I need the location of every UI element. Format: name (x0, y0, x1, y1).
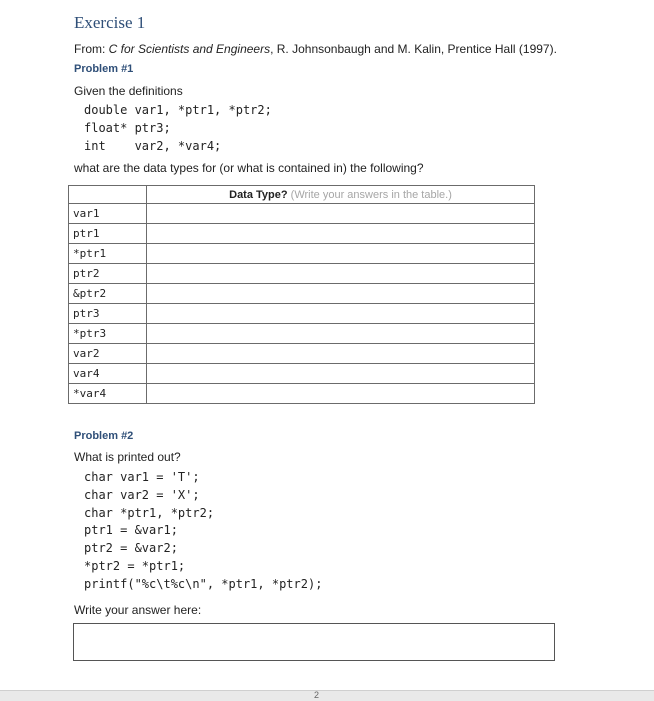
answer-cell[interactable] (147, 304, 535, 324)
problem-1-question: what are the data types for (or what is contained in) the following? (74, 161, 424, 175)
variable-cell: var4 (69, 364, 147, 384)
problem-2-code-line: *ptr2 = *ptr1; (84, 559, 186, 573)
variable-cell: var1 (69, 204, 147, 224)
answer-cell[interactable] (147, 244, 535, 264)
data-type-table (68, 185, 535, 404)
answer-cell[interactable] (147, 384, 535, 404)
problem-1-intro: Given the definitions (74, 84, 183, 98)
table-header-row (69, 186, 535, 204)
table-row (69, 324, 535, 344)
problem-2-heading: Problem #2 (74, 430, 134, 442)
problem-1-code-line: float* ptr3; (84, 121, 171, 135)
answer-cell[interactable] (147, 204, 535, 224)
page-number: 2 (314, 690, 320, 700)
source-suffix: , R. Johnsonbaugh and M. Kalin, Prentice Hall (1997). (270, 42, 557, 56)
variable-cell: ptr3 (69, 304, 147, 324)
answer-cell[interactable] (147, 344, 535, 364)
table-row (69, 384, 535, 404)
table-row (69, 204, 535, 224)
answer-prompt: Write your answer here: (74, 603, 202, 617)
table-row (69, 344, 535, 364)
problem-2-code-line: char var2 = 'X'; (84, 488, 200, 502)
variable-cell: ptr2 (69, 264, 147, 284)
variable-cell: ptr1 (69, 224, 147, 244)
header-strong-text: Data Type? (229, 188, 288, 201)
page-bottom-edge (0, 690, 654, 701)
header-hint-text: (Write your answers in the table.) (287, 188, 452, 201)
variable-cell: *var4 (69, 384, 147, 404)
answer-input-box[interactable] (73, 623, 555, 661)
answer-cell[interactable] (147, 224, 535, 244)
table-row (69, 244, 535, 264)
source-citation (74, 42, 557, 56)
problem-2-intro: What is printed out? (74, 450, 181, 464)
exercise-title: Exercise 1 (74, 13, 146, 32)
variable-cell: *ptr1 (69, 244, 147, 264)
table-row (69, 304, 535, 324)
problem-1-code-line: double var1, *ptr1, *ptr2; (84, 103, 272, 117)
problem-2-code-line: ptr2 = &var2; (84, 541, 178, 555)
problem-1-code-line: int var2, *var4; (84, 139, 222, 153)
answer-cell[interactable] (147, 264, 535, 284)
table-row (69, 224, 535, 244)
problem-2-code-line: ptr1 = &var1; (84, 523, 178, 537)
source-prefix: From: (74, 42, 109, 56)
problem-2-code-line: printf("%c\t%c\n", *ptr1, *ptr2); (84, 577, 323, 591)
answer-cell[interactable] (147, 284, 535, 304)
answer-cell[interactable] (147, 364, 535, 384)
table-header-data-type (147, 186, 535, 204)
variable-cell: &ptr2 (69, 284, 147, 304)
source-book-title: C for Scientists and Engineers (108, 42, 271, 56)
problem-2-code-line: char var1 = 'T'; (84, 470, 200, 484)
answer-cell[interactable] (147, 324, 535, 344)
table-row (69, 264, 535, 284)
table-row (69, 364, 535, 384)
table-row (69, 284, 535, 304)
variable-cell: var2 (69, 344, 147, 364)
problem-2-code-line: char *ptr1, *ptr2; (84, 506, 215, 520)
table-header-blank (69, 186, 147, 204)
variable-cell: *ptr3 (69, 324, 147, 344)
problem-1-heading: Problem #1 (74, 63, 134, 75)
